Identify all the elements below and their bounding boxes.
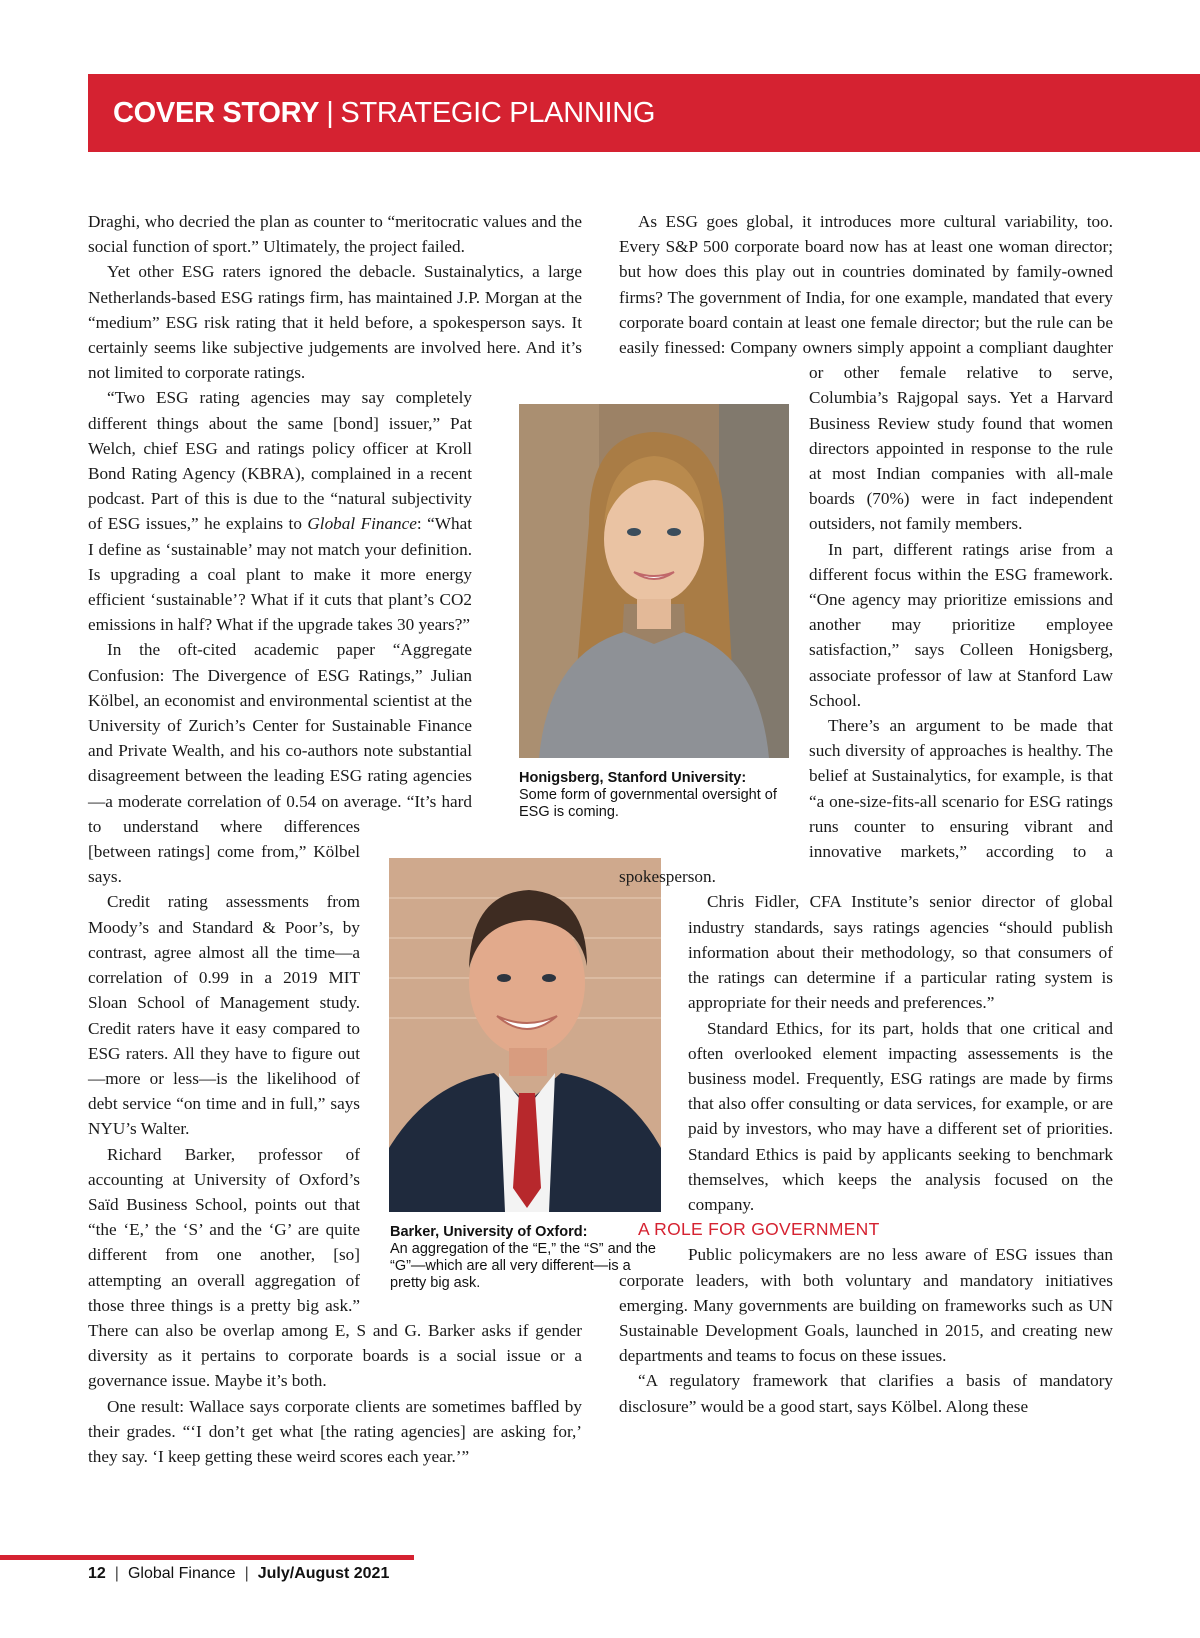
banner-section: STRATEGIC PLANNING — [340, 96, 656, 129]
article-paragraph: In the oft-cited academic paper “Aggregate Confusion: The Divergence of ESG Ratings,” Julian Kölbel, an economist and environmental scientist at the University of Zurich’s Center for Sustainable Finance and Private Wealth, and his co-authors note substantial disagreement between the leading ESG rating agencies—a moderate correlation of 0.54 on average. “It’s hard to understand where differences [between ratings] come from,” Kölbel says. — [88, 640, 472, 887]
article-paragraph: One result: Wallace says corporate clients are sometimes baffled by their grades. “‘I don’t get what [the rating agencies] are asking for,’ they say. ‘I keep getting these weird scores each year.’” — [88, 1396, 582, 1466]
footer-rule — [0, 1555, 414, 1560]
caption-name: Honigsberg, Stanford University: — [519, 770, 747, 786]
publication-name: Global Finance — [307, 514, 417, 534]
photo-wrap-spacer — [619, 377, 809, 844]
right-article-column — [619, 209, 1113, 1419]
footer-divider: | — [244, 1565, 249, 1582]
right-lower-block — [688, 889, 1113, 1217]
left-article-column — [88, 209, 582, 1469]
publication-title: Global Finance — [127, 1565, 236, 1582]
article-paragraph: Credit rating assessments from Moody’s and Standard & Poor’s, by contrast, agree almost all the time—a correlation of 0.99 in a 2019 MIT Sloan School of Management study. Credit raters have it easy compared to ESG raters. All they have to figure out—more or less—is the likelihood of debt service “on time and in full,” says NYU’s Walter. — [88, 892, 360, 1139]
page-footer — [88, 1565, 389, 1583]
page-number: 12 — [88, 1565, 106, 1582]
article-paragraph: Public policymakers are no less aware of ESG issues than corporate leaders, with both voluntary and mandatory initiatives emerging. Many governments are building on frameworks such as UN Sustainable Development Goals, launched in 2015, and creating new departments and teams to focus on these issues. — [619, 1245, 1113, 1366]
article-paragraph: Richard Barker, professor of accounting at University of Oxford’s Saïd Business School, points out that “the ‘E,’ the ‘S’ and the ‘G’ are quite different from one another, [so] attempting an overall aggregation of those three things is a pretty big ask.” There can also be overlap among E, S and G. Barker asks if gender diversity as it pertains to corporate boards is a social issue or a governance issue. Maybe it’s both. — [88, 1144, 582, 1391]
caption-name: Barker, University of Oxford: — [390, 1224, 588, 1240]
article-paragraph: In part, different ratings arise from a different focus within the ESG framework. “One agency may prioritize emissions and another may prioritize employee satisfaction,” says Colleen Honigsberg, associate professor of law at Stanford Law School. — [809, 539, 1113, 710]
article-paragraph: Chris Fidler, CFA Institute’s senior director of global industry standards, says ratings agencies “should publish information about their methodology, so that consumers of the ratings can determine if a particular rating system is appropriate for their needs and preferences.” — [688, 892, 1113, 1013]
article-paragraph: Yet other ESG raters ignored the debacle. Sustainalytics, a large Netherlands-based ESG ratings firm, has maintained J.P. Morgan at the “medium” ESG risk rating that it held before, a spokesperson says. It certainly seems like subjective judgements are involved here. And it’s not limited to corporate ratings. — [88, 262, 582, 383]
photo-wrap-spacer — [472, 385, 582, 837]
article-paragraph: “Two ESG rating agencies may say completely different things about the same [bond] issuer,” Pat Welch, chief ESG and ratings policy officer at Kroll Bond Rating Agency (KBRA), complained in a recent podcast. Part of this is due to the “natural subjectivity of ESG issues,” he explains to Global Finance: “What I define as ‘sustainable’ may not match your definition. Is upgrading a coal plant to make it more energy efficient ‘sustainable’? What if it cuts that plant’s CO2 emissions in half? What if the upgrade takes 30 years?” — [88, 388, 472, 635]
banner-separator: | — [326, 96, 334, 129]
article-paragraph: As ESG goes global, it introduces more cultural variability, too. Every S&P 500 corporate board now has at least one woman director; but how does this play out in countries dominated by family-owned firms? The government of India, for one example, mandated that every corporate board contain at least one female director; but the rule can be easily finessed: Company owners simply appoint a compliant daughter or other female relative to serve, Columbia’s Rajgopal says. Yet a Harvard Business Review study found that women directors appointed in response to the rule at most Indian companies with all-male boards (70%) were in fact independent outsiders, not family members. — [619, 212, 1113, 534]
caption-text: An aggregation of the “E,” the “S” and the “G”—which are all very different—is a pretty big ask. — [390, 1241, 656, 1291]
photo-wrap-spacer — [360, 837, 582, 1297]
article-paragraph: Draghi, who decried the plan as counter to “meritocratic values and the social function of sport.” Ultimately, the project failed. — [88, 212, 582, 257]
article-paragraph: “A regulatory framework that clarifies a basis of mandatory disclosure” would be a good start, says Kölbel. Along these — [619, 1371, 1113, 1416]
caption-text: Some form of governmental oversight of ESG is coming. — [519, 787, 777, 820]
banner-kicker: COVER STORY — [113, 96, 320, 129]
section-subhead: A ROLE FOR GOVERNMENT — [638, 1219, 880, 1240]
article-paragraph: There’s an argument to be made that such diversity of approaches is healthy. The belief at Sustainalytics, for example, is that “a one-size-fits-all scenario for ESG ratings runs counter to ensuring vibrant and innovative markets,” according to a spokesperson. — [619, 716, 1113, 887]
article-paragraph: Standard Ethics, for its part, holds that one critical and often overlooked element impacting assessements is the business model. Frequently, ESG ratings are made by firms that also offer consulting or data services, for example, or are paid by investors, who may have a different set of priorities. Standard Ethics is paid by applicants seeking to benchmark themselves, which keeps the analysis focused on the company. — [688, 1018, 1113, 1214]
footer-divider: | — [114, 1565, 119, 1582]
section-banner — [88, 74, 1200, 152]
issue-date: July/August 2021 — [257, 1565, 390, 1582]
